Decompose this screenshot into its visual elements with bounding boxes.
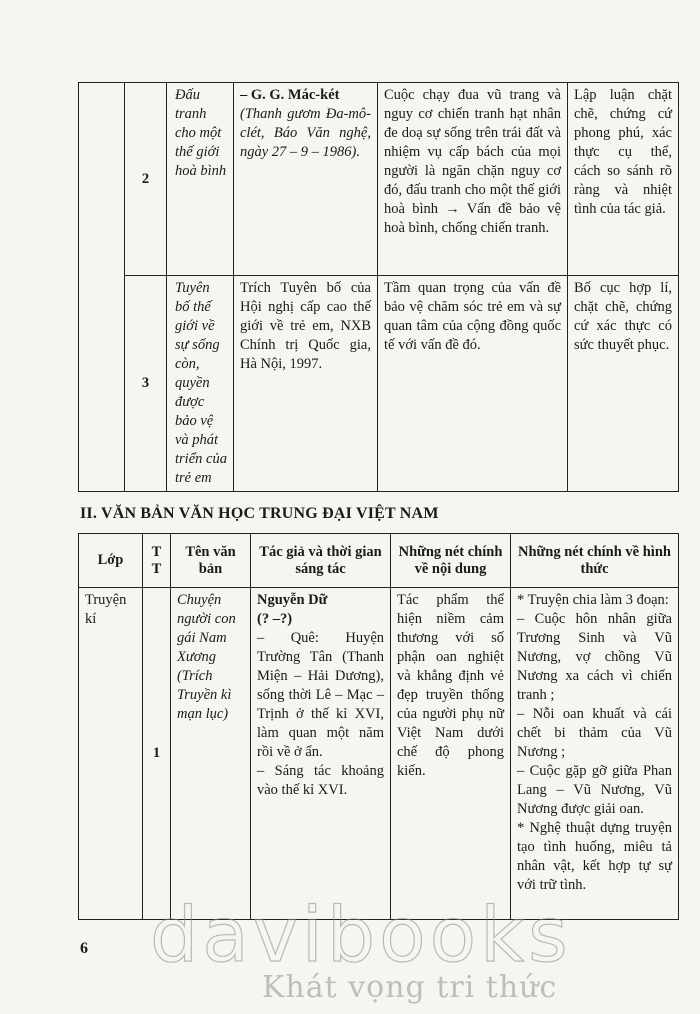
publication-line: (Thanh gươm Đa-mô-clét, Báo Văn nghệ, ngày 27 – 9 – 1986). bbox=[240, 106, 371, 160]
work-content: Tầm quan trọng của vấn đề bảo vệ chăm sóc trẻ em và sự quan tâm của cộng đồng quốc tế với vấn đề đó. bbox=[378, 276, 568, 492]
table-row bbox=[79, 83, 679, 276]
author-cell bbox=[251, 588, 391, 920]
medieval-literature-table bbox=[78, 533, 679, 920]
work-form-cell bbox=[511, 588, 679, 920]
author-detail: – Sáng tác khoảng vào thế kỉ XVI. bbox=[257, 763, 384, 798]
column-header: Tác giả và thời gian sáng tác bbox=[251, 534, 391, 588]
work-title: Chuyện người con gái Nam Xương bbox=[177, 592, 236, 665]
author-detail: – Quê: Huyện Trường Tân (Thanh Miện – Hải Dương), sống thời Lê – Mạc –Trịnh ở thế kỉ XVI, làm quan một năm rồi về ở ẩn. bbox=[257, 630, 384, 760]
page-number: 6 bbox=[80, 940, 88, 957]
table-row bbox=[79, 276, 679, 492]
work-source: Trích Tuyên bố của Hội nghị cấp cao thế giới về trẻ em, NXB Chính trị Quốc gia, Hà Nội, 1997. bbox=[234, 276, 378, 492]
works-table-continued bbox=[78, 82, 679, 492]
work-title-note: (Trích Truyền kì mạn lục) bbox=[177, 668, 232, 722]
work-form: Bố cục hợp lí, chặt chẽ, chứng cứ xác thực có sức thuyết phục. bbox=[568, 276, 679, 492]
watermark-logo: davibooks bbox=[150, 890, 572, 979]
column-header: T T bbox=[143, 534, 171, 588]
row-number: 2 bbox=[125, 83, 167, 276]
author-line: – G. G. Mác-két bbox=[240, 87, 340, 103]
work-source bbox=[234, 83, 378, 276]
author-name: Nguyễn Dữ bbox=[257, 592, 328, 608]
form-point: – Cuộc gặp gỡ giữa Phan Lang – Vũ Nương, Vũ Nương được giải oan. bbox=[517, 763, 672, 817]
form-point: * Nghệ thuật dựng truyện tạo tình huống, miêu tả nhân vật, kết hợp tự sự với trữ tình. bbox=[517, 820, 672, 893]
section-heading: II. VĂN BẢN VĂN HỌC TRUNG ĐẠI VIỆT NAM bbox=[80, 505, 439, 522]
work-content: Tác phẩm thể hiện niềm cảm thương với số phận oan nghiệt và khẳng định vẻ đẹp truyền thống của người phụ nữ Việt Nam dưới chế độ phong kiến. bbox=[391, 588, 511, 920]
work-title: Tuyên bố thế giới về sự sống còn, quyền được bảo vệ và phát triển của trẻ em bbox=[167, 276, 234, 492]
form-point: – Cuộc hôn nhân giữa Trương Sinh và Vũ Nương, vợ chồng Vũ Nương xa cách vì chiến tranh ; bbox=[517, 611, 672, 703]
row-number: 3 bbox=[125, 276, 167, 492]
work-form: Lập luận chặt chẽ, chứng cứ phong phú, xác thực cụ thể, cách so sánh rõ ràng và nhiệt tình của tác giả. bbox=[568, 83, 679, 276]
column-header: Những nét chính về nội dung bbox=[391, 534, 511, 588]
author-years: (? –?) bbox=[257, 611, 293, 627]
work-title: Đấu tranh cho một thế giới hoà bình bbox=[167, 83, 234, 276]
table-row bbox=[79, 588, 679, 920]
form-point: – Nỗi oan khuất và cái chết bi thảm của Vũ Nương ; bbox=[517, 706, 672, 760]
row-number: 1 bbox=[143, 588, 171, 920]
work-title-cell bbox=[171, 588, 251, 920]
column-header: Lớp bbox=[79, 534, 143, 588]
table-header-row bbox=[79, 534, 679, 588]
form-point: * Truyện chia làm 3 đoạn: bbox=[517, 592, 669, 608]
watermark-tagline: Khát vọng tri thức bbox=[262, 970, 558, 1005]
column-header: Những nét chính về hình thức bbox=[511, 534, 679, 588]
class-cell-empty bbox=[79, 83, 125, 492]
work-content: Cuộc chạy đua vũ trang và nguy cơ chiến tranh hạt nhân đe doạ sự sống trên trái đất và nhiệm vụ cấp bách của mọi người là ngăn chặn nguy cơ đó, đấu tranh cho một thế giới hoà bình → Vấn đề bảo vệ hoà bình, chống chiến tranh. bbox=[378, 83, 568, 276]
class-cell: Truyện kí bbox=[79, 588, 143, 920]
column-header: Tên văn bản bbox=[171, 534, 251, 588]
